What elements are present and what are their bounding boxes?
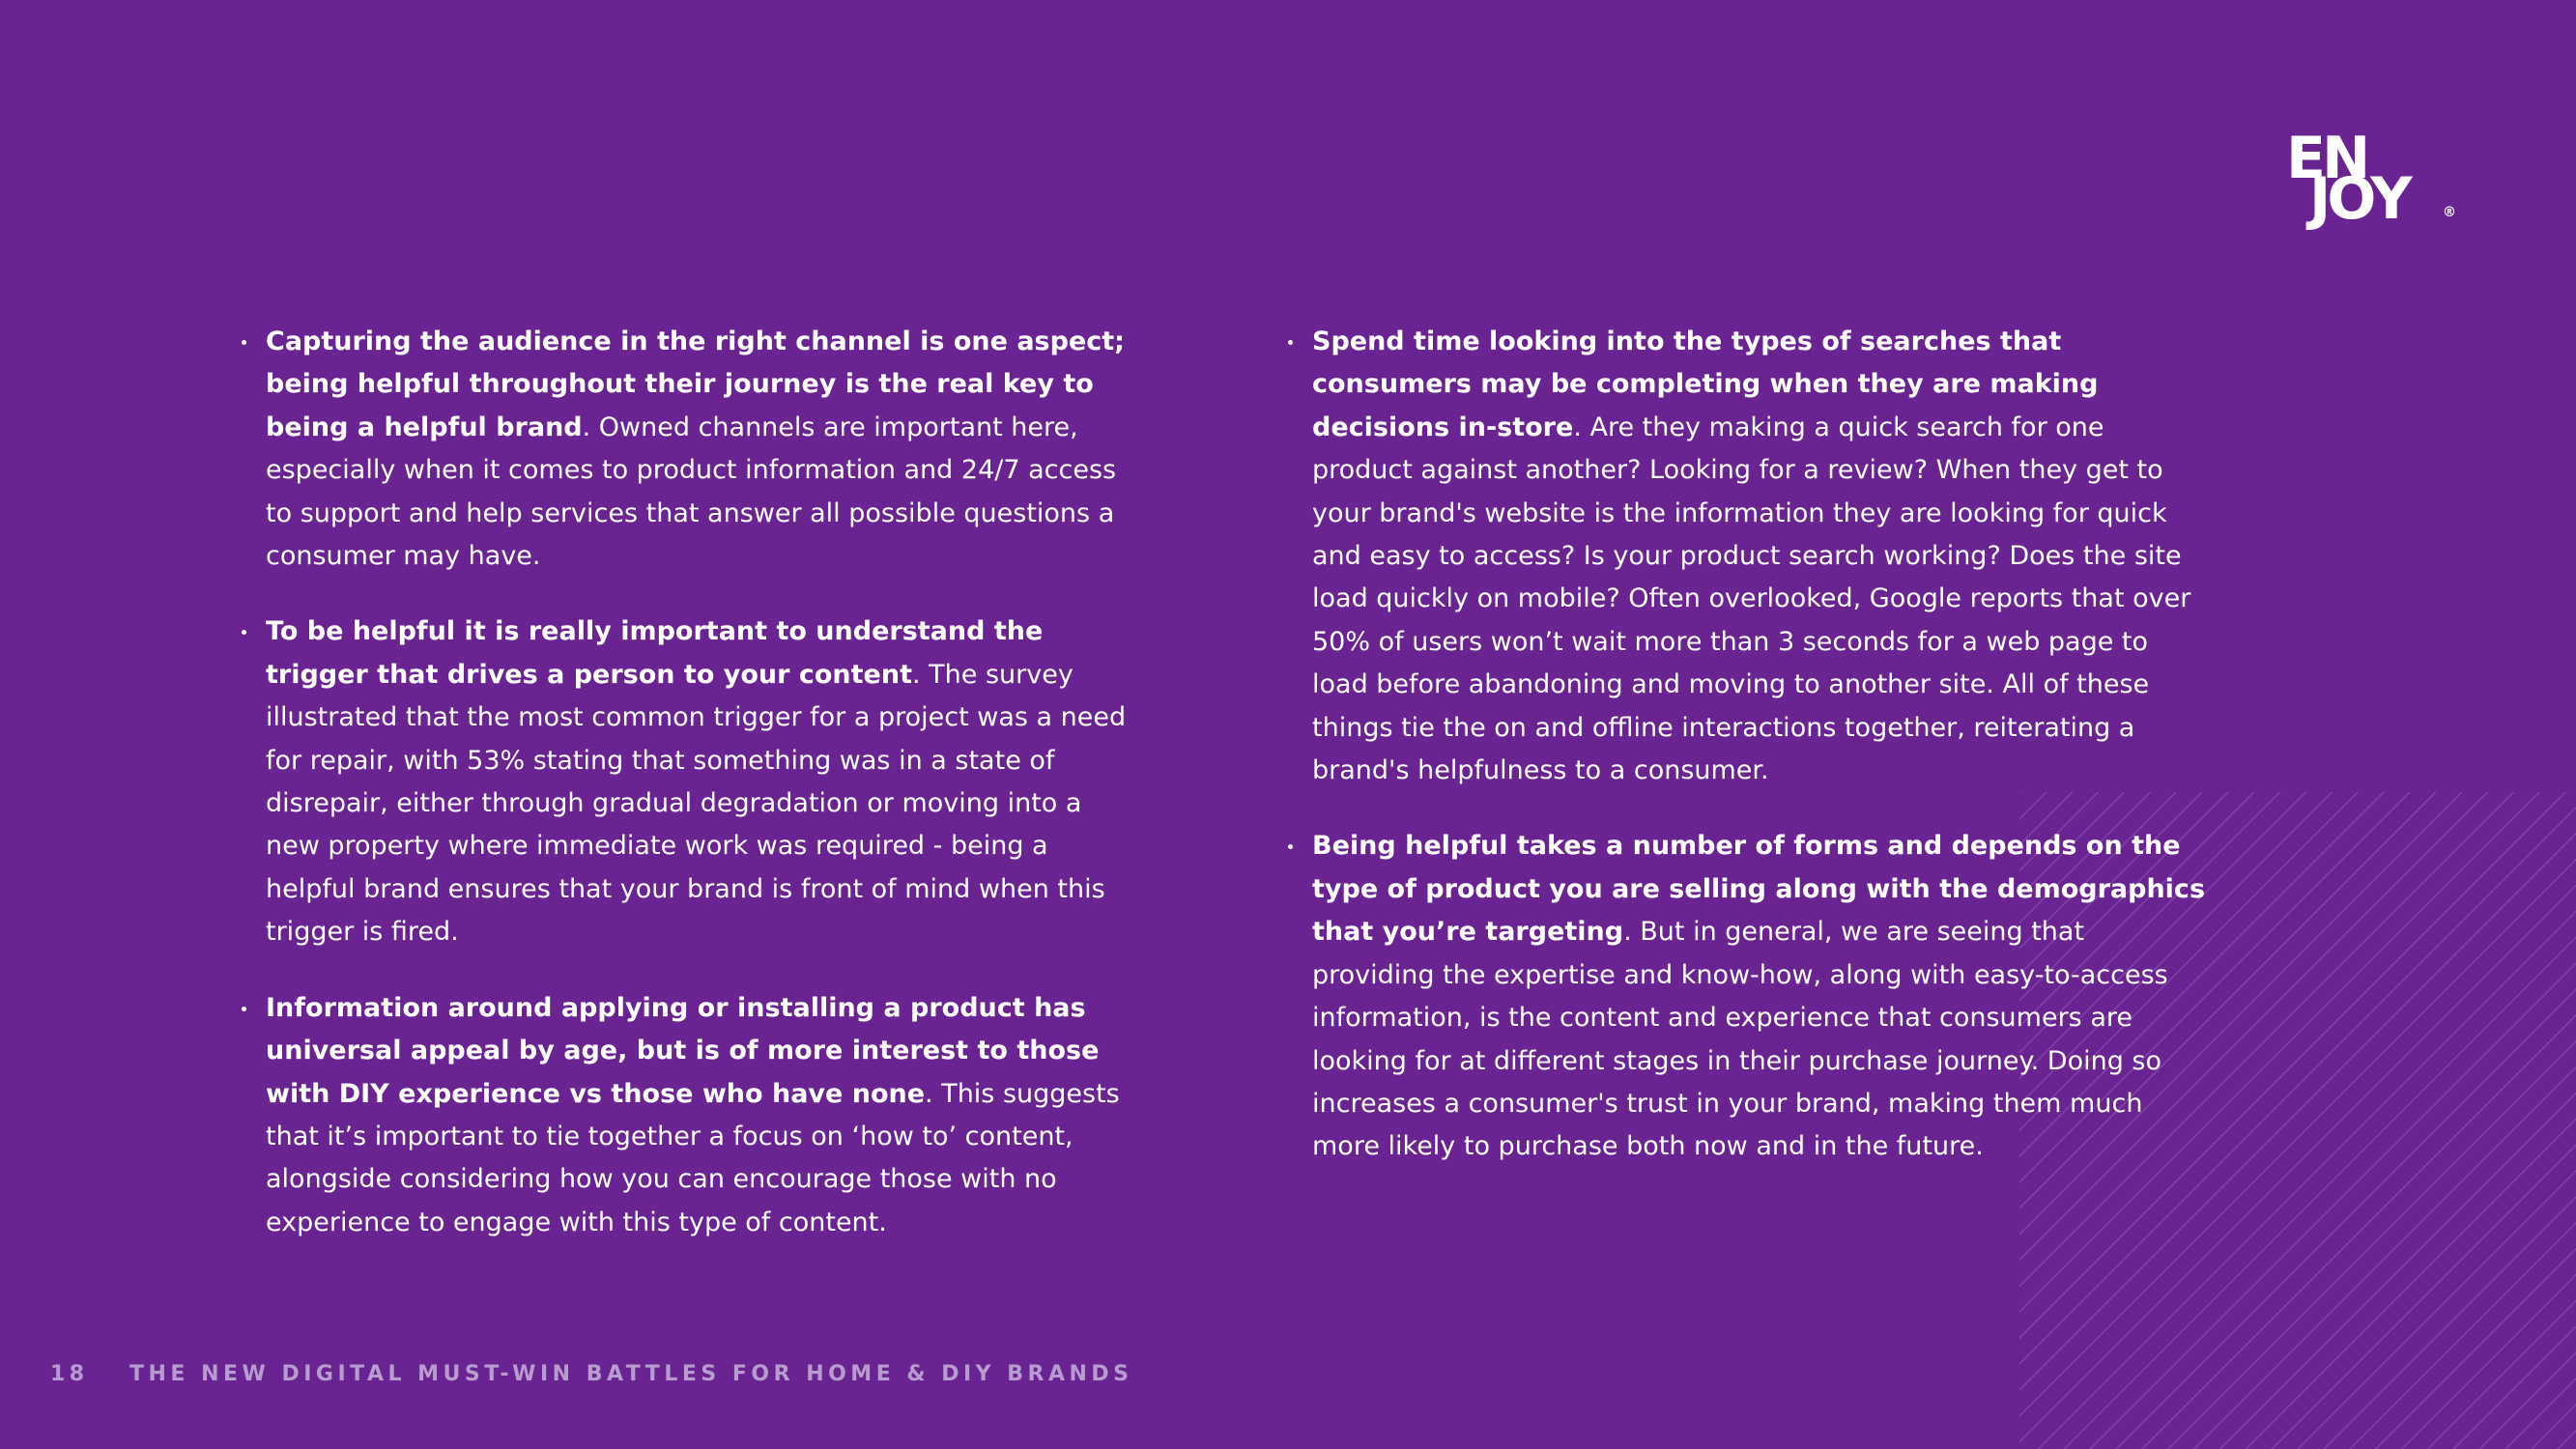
page-number: 18 [50, 1362, 89, 1386]
bullet-body-text: . This suggests that it’s important to tie together a focus on ‘how to’ content, alongside considering how you can encourage those with no experience to engage with this type of content. [266, 1078, 1120, 1237]
right-column [1288, 321, 2206, 1202]
logo-bottom-text: JOY [2309, 165, 2409, 233]
bullet-bold-text: Spend time looking into the types of searches that consumers may be completing when they are making decisions in-store [1312, 327, 2099, 442]
bullet-point [242, 611, 1140, 953]
enjoy-logo [2282, 125, 2456, 233]
bullet-bold-text: Information around applying or installing a product has universal appeal by age, but is of more interest to those with DIY experience vs those who have none [266, 992, 1100, 1109]
document-title: THE NEW DIGITAL MUST-WIN BATTLES FOR HOME & DIY BRANDS [129, 1362, 1133, 1386]
bullet-body-text: . Owned channels are important here, especially when it comes to product information and 24/7 access to support and help services that answer all possible questions a consumer may have. [266, 412, 1117, 572]
logo-top-text: EN [2286, 125, 2367, 192]
page-footer [50, 1362, 1133, 1386]
left-column [242, 321, 1140, 1277]
bullet-body-text: . But in general, we are seeing that providing the expertise and know-how, along with easy-to-access information, is the content and experience that consumers are looking for at different stages in their purchase journey. Doing so increases a consumer's trust in your brand, making them much more likely to purchase both now and in the future. [1312, 917, 2168, 1162]
bullet-body-text: . Are they making a quick search for one product against another? Looking for a review? When they get to your brand's website is the information they are looking for quick and easy to access? Is your product search working? Does the site load quickly on mobile? Often overlooked, Google reports that over 50% of users won’t wait more than 3 seconds for a web page to load before abandoning and moving to another site. All of these things tie the on and offline interactions together, reiterating a brand's helpfulness to a consumer. [1312, 412, 2191, 786]
bullet-bold-text: Capturing the audience in the right channel is one aspect; being helpful throughout their journey is the real key to being a helpful brand [266, 327, 1125, 442]
bullet-point [1288, 825, 2206, 1168]
bullet-point [242, 321, 1140, 578]
bullet-bold-text: To be helpful it is really important to understand the trigger that drives a person to your content [266, 616, 1044, 690]
bullet-body-text: . The survey illustrated that the most common trigger for a project was a need for repair, with 53% stating that something was in a state of disrepair, either through gradual degradation or moving into a new property where immediate work was required - being a helpful brand ensures that your brand is front of mind when this trigger is fired. [266, 659, 1127, 948]
bullet-point [242, 987, 1140, 1244]
bullet-bold-text: Being helpful takes a number of forms and depends on the type of product you are selling along with the demographics that you’re targeting [1312, 831, 2206, 948]
registered-mark: ® [2443, 205, 2456, 220]
bullet-point [1288, 321, 2206, 792]
